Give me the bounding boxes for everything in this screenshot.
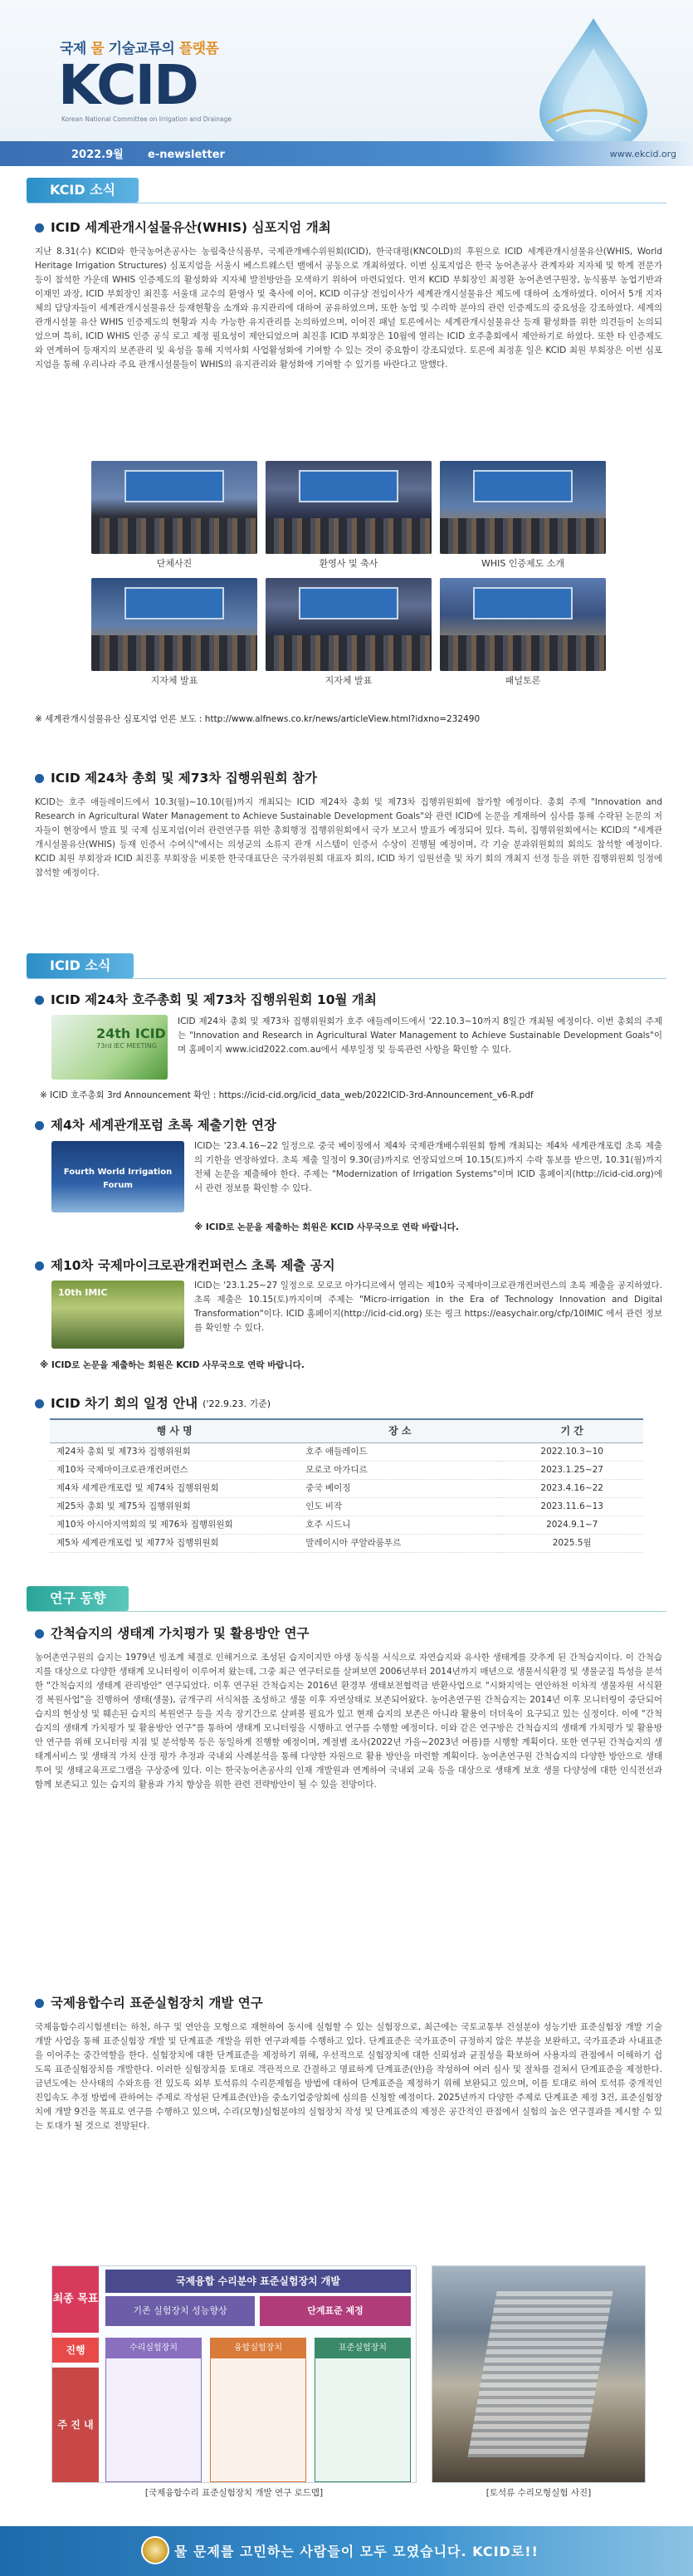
header-bar bbox=[0, 141, 693, 166]
schedule-heading bbox=[35, 1393, 662, 1421]
schedule-table bbox=[50, 1418, 643, 1553]
roadmap-column: 표준실험장치 bbox=[315, 2338, 411, 2482]
table-header-row: 행 사 명 장 소 기 간 bbox=[50, 1419, 643, 1443]
article-hydraulic-standard bbox=[35, 1993, 662, 2133]
article-wetland-ecosystem bbox=[35, 1623, 662, 1792]
table-row: 제25차 총회 및 제75차 집행위원회 인도 비작 2023.11.6~13 bbox=[50, 1498, 643, 1516]
roadmap-banner: 기존 실험장치 성능향상 bbox=[105, 2296, 255, 2326]
press-note[interactable]: ※ 세계관개시설물유산 심포지엄 언론 보도 : http://www.alfnews.co.kr/news/articleView.html?idxno=232490 bbox=[35, 714, 481, 724]
table-row: 제24차 총회 및 제73차 집행위원회 호주 애들레이드 2022.10.3~10 bbox=[50, 1443, 643, 1462]
issue-date: 2022.9월 bbox=[71, 149, 124, 161]
article-title: 국제융합수리 표준실험장치 개발 연구 bbox=[35, 1993, 662, 2014]
article-body: KCID는 호주 애들레이드에서 10.3(월)~10.10(월)까지 개최되는 ICID 제24차 총회 및 제73차 집행위원회에 참가할 예정이다. 총회 주제 "Innovation and Research in Agricultural Water Management to Achieve Sustainable Development Goals"와 관련 ICID에 논문을 게재하여 심사를 통해 수락된 논문의 저자들이 현장에서 발표 및 국제 심포지엄(이러 관련연구를 위한 총회행정 집행위원회에서 국가 보고서 발표가 예정되어 있다. 특히, 집행위원회에서는 KCID의 "세계관개시설물유산(WHIS) 등재 인증서 수여식"에서는 의성군의 소류지 관개 시스템이 인증서 수상이 진행될 예정이며, 각 기술 분과위원회의 회의도 참석할 예정이다. KCID 최원 부회장과 ICID 최진홍 부회장을 비롯한 한국대표단은 국가위원회 대표자 회의, ICID 차기 임원선출 및 차기 회의 개최지 선정 등을 위한 집행위원회 일정에 참석할 예정이다. bbox=[35, 797, 662, 879]
article-body: 국제융합수리시험센터는 하천, 하구 및 연안을 모형으로 재현하여 동시에 실험할 수 있는 실험장으로, 최근에는 국토교통부 건설분야 성능기반 표준실험장 개발 기술개발 사업을 통해 표준실험장 개발 및 단계표준 개발을 위한 연구과제를 수행하고 있다. 단계표준은 국가표준이 규정하지 않은 부분을 보완하고, 국가표준과 사내표준을 이어주는 중간역할을 한다. 실험장치에 대한 단계표준을 제정하기 위해, 우선적으로 실험장치에 대한 신뢰성과 균질성을 확보하여 사용자의 관점에서 이해하기 쉽도록 표준실험장치를 개발한다. 이러한 실험장치를 토대로 객관적으로 간결하고 명료하게 단계표준(안)을 작성하여 여러 심사 및 절차를 걸쳐서 단계표준을 제정한다. 금년도에는 산사태의 수와흐름 전 있도록 외부 토석류의 수리문제험을 방법에 대하여 단계표준을 제정하기 위해 보완되고 있으며, 이를 토대로 하여 토석류 중개적인 진입속도 추정 방법에 관하여는 주제로 작성된 단계표준(안)을 중소기업중앙회에 심의를 신청할 예정이다. 2025년까지 다양한 주제로 단계표준 제정 3건, 표준실험장치에 개발 9건을 목표로 연구를 수행하고 있으며, 수리(모형)실험분야의 실험장치 작성 및 단계표준의 제정은 공간적인 관점에서 실험의 높은 연구결과를 제시할 수 있는 토대가 될 것으로 전망된다. bbox=[35, 2022, 662, 2132]
congress-announcement-note[interactable]: ※ ICID 호주총회 3rd Announcement 확인 : https://icid-cid.org/icid_data_web/2022ICID-3rd-Announcement_v6-R.pdf bbox=[40, 1090, 534, 1100]
bullet-icon bbox=[35, 1121, 44, 1130]
kcid-emblem-icon bbox=[141, 2536, 169, 2564]
bullet-icon bbox=[35, 1629, 44, 1638]
article-australia-congress bbox=[35, 990, 662, 1017]
tagline-highlight2: 플랫폼 bbox=[178, 41, 219, 57]
article-body: 농어촌연구원의 습지는 1979년 빙조계 체결로 인해거으로 조성된 습지이지만 야생 동식물 서식으로 자연습지와 유사한 생태계를 갖추게 된 간척습지이다. 이 간척습지를 대상으로 다양한 생태계 모니터링이 이루어져 왔는데, 그중 최근 연구터로를 살펴보면 2006년부터 2014년까지 매년으로 생물서식환경 및 생물군집 특성을 분석한 "간척습지의 생태계 관리방안" 연구되었다. 이후 연구된 간척습지는 2016년 환경부 생태보전협력금 반환사업으로 "시화지역는 연안하천 이차적 생물자원 서식환경 복원사업"을 진행하여 생태(생물), 금개구리 서식처를 조성하고 생물 이후 자연상태로 보존되어왔다. 농어촌연구원 간척습지는 2014년 이후 모니터링이 중단되어 습지의 현상성 및 훼손된 습지의 복원연구 등을 지속 장기간으로 살펴볼 필요가 있고 현재 습지의 보존은 아니라 활용이 더더욱이 요구되고 있는 실정이다. 이에 "간척습지의 생태계 가치평가 및 활용방안 연구"를 통하여 생태계 모니터링을 시행하고 연구를 수행할 예정이다. 이와 같은 연구방은 간척습지의 생태계 가치평가 및 활용방안 연구를 위해 모니터링 지점 및 분석항목 등은 동일하게 진행할 예정이며, 계절별 조사(2022년 가을~2023년 여름)를 시행할 계획이다. 또한 연구된 간척습지의 생태계서비스 및 생태적 가치 산정 평가 추정과 국내외 사례분석을 통해 다양한 자원으로 활용 방안을 마련할 계획이다. 농어촌연구원 간척습지의 다양한 방안으로 생태투어 및 생태교육프로그램을 구상중에 있다. 이는 한국농어촌공사의 인재 개발원과 연계하여 국내외 교육 등을 대상으로 생태계 보호 생물 다양성에 대한 인식전선과 함께 보존되고 있는 습지의 활용과 가치 향상을 위한 관련 전략방안이 될 수 있을 전망이다. bbox=[35, 1653, 662, 1790]
table-row: 제10차 아시아지역회의 및 제76차 집행위원회 호주 시드니 2024.9.1~7 bbox=[50, 1516, 643, 1535]
photo-caption: [토석류 수리모형실험 사진] bbox=[486, 2488, 592, 2498]
bullet-icon bbox=[35, 1999, 44, 2008]
roadmap-progress-label: 진행 bbox=[52, 2338, 99, 2363]
roadmap-column: 수리실험장치 bbox=[105, 2338, 202, 2482]
website-link[interactable]: www.ekcid.org bbox=[609, 149, 676, 159]
footer bbox=[0, 2526, 693, 2576]
photo-panel: 패널토론 bbox=[440, 578, 606, 688]
water-drop-icon bbox=[531, 15, 656, 156]
header-subtitle: Korean National Committee on Irrigation and Drainage bbox=[61, 115, 232, 123]
photo-welcome: 환영사 및 축사 bbox=[266, 461, 432, 571]
photo-group: 단체사진 bbox=[91, 461, 257, 571]
article-body: ICID 제24차 총회 및 제73차 집행위원회가 호주 애들레이드에서 '22.10.3~10까지 8일간 개최될 예정이다. 이번 총회의 주제는 "Innovation and Research in Agricultural Water Management to Achieve Sustainable Development Goals"이며 홈페이지 www.icid2022.com.au에서 세부일정 및 등록관련 사항을 확인할 수 있다. bbox=[178, 1016, 662, 1055]
article-title: 제10차 국제마이크로관개컨퍼런스 초록 제출 공지 bbox=[35, 1256, 662, 1276]
roadmap-column: 융합실험장치 bbox=[210, 2338, 306, 2482]
section-tab-kcid-news: KCID 소식 bbox=[27, 178, 139, 203]
debris-flow-photo bbox=[432, 2265, 646, 2483]
photo-local-gov-2: 지자체 발표 bbox=[266, 578, 432, 688]
schedule-title: ICID 차기 회의 일정 안내 ('22.9.23. 기준) bbox=[35, 1393, 662, 1414]
forum-thumbnail: Fourth World Irrigation Forum bbox=[51, 1141, 184, 1212]
divider bbox=[27, 1611, 666, 1612]
table-row: 제5차 세계관개포럼 및 제77차 집행위원회 말레이시아 쿠알라룸푸르 2025.5월 bbox=[50, 1535, 643, 1553]
article-title: ICID 세계관개시설물유산(WHIS) 심포지엄 개최 bbox=[35, 218, 662, 238]
section-tab-research: 연구 동향 bbox=[27, 1586, 129, 1611]
bullet-icon bbox=[35, 996, 44, 1005]
table-row: 제4차 세계관개포럼 및 제74차 집행위원회 중국 베이징 2023.4.16~22 bbox=[50, 1480, 643, 1498]
bullet-icon bbox=[35, 1261, 44, 1271]
bullet-icon bbox=[35, 774, 44, 783]
table-row: 제10차 국제마이크로관개컨퍼런스 모로코 아가디르 2023.1.25~27 bbox=[50, 1462, 643, 1480]
article-title: 간척습지의 생태계 가치평가 및 활용방안 연구 bbox=[35, 1623, 662, 1644]
roadmap-figure bbox=[51, 2265, 417, 2483]
article-body: ICID는 '23.1.25~27 일정으로 모로코 아가디르에서 열리는 제10차 국제마이크로관개컨퍼런스의 초록 제출을 공지하였다. 초록 제출은 10.15(토)까지이며 주제는 "Micro-irrigation in the Era of Technology Innovation and Digital Transformation"이다. ICID 홈페이지(http://icid-cid.org) 또는 링크 https://easychair.org/cfp/10IMIC 에서 관련 정보를 확인할 수 있다. bbox=[194, 1281, 662, 1333]
article-title: 제4차 세계관개포럼 초록 제출기한 연장 bbox=[35, 1115, 662, 1136]
tagline-highlight: 물 bbox=[90, 41, 105, 57]
congress-logo-image: 24th ICID 73rd IEC MEETING bbox=[51, 1015, 168, 1080]
article-body: 지난 8.31(수) KCID와 한국농어촌공사는 농림축산식품부, 국제관개배수위원회(ICID), 한국대평(KNCOLD)의 후원으로 ICID 세계관개시설물유산(WHIS, World Heritage Irrigation Structures) 심포지엄을 서울시 베스트웨스턴 밸에서 공동으로 개최하였다. 이번 심포지엄은 한국 농어촌공사 관계자와 지자체 및 학계 전문가 등이 참석한 가운데 WHIS 인증제도의 활성화와 지자체 발전방안을 모색하기 위하여 마련되었다. 먼저 KCID 부회장인 최정환 농어촌연구원장, 농식품부 농업기반과 이재민 과장, ICID 부회장인 최진홍 서울대 교수의 환영사 및 축사에 이어, KCID 이규상 전임이사가 세계관개시설물유산 제도에 대하여 소개하였다. 이어서 5개 지자체의 담당자들이 세계관개시설물유산 등재현황을 소개와 유지관리에 대하여 공유하였으며, 또한 농업 및 수리학 분야의 관련 인증제도의 중요성을 강조하였다. 세계의 관개시설물 유산 WHIS 인증제도의 현황과 지속 가능한 유지관리를 논의하였으며, 이어진 패널 토론에서는 세계관개시설물유산 등재 활성화를 위한 의견들이 논의되었으며 특히, ICID WHIS 인증 공식 로고 제정 필요성이 제안되었으며 최진홍 ICID 부회장은 10월에 열리는 ICID 호주총회에서 제안하기로 하였다. 또한 타 인증제도와 연계하여 등재지의 보존관리 및 육성을 통해 지역사회 사업활성화에 기여할 수 있는 것이 중요함이 강조되었다. 토론에 최정훈 일은 KCID 최원 부회장은 이번 심포지엄을 통해 우리나라 주요 관개시설물들이 WHIS의 유지관리와 활성화에 기여할 수 있기를 바란다고 말했다. bbox=[35, 247, 662, 370]
photo-local-gov-1: 지자체 발표 bbox=[91, 578, 257, 688]
kcid-logo: KCID bbox=[58, 53, 198, 117]
article-icid-general-assembly bbox=[35, 768, 662, 880]
header bbox=[0, 0, 693, 166]
article-title: ICID 제24차 총회 및 제73차 집행위원회 참가 bbox=[35, 768, 662, 789]
submission-note: ※ ICID로 논문을 제출하는 회원은 KCID 사무국으로 연락 바랍니다. bbox=[194, 1222, 459, 1232]
tagline-prefix: 국제 bbox=[60, 41, 86, 57]
footer-slogan: 물 문제를 고민하는 사람들이 모두 모였습니다. KCID로!! bbox=[174, 2544, 539, 2559]
roadmap-title: 국제융합 수리분야 표준실험장치 개발 bbox=[105, 2270, 411, 2293]
roadmap-caption: [국제융합수리 표준실험장치 개발 연구 로드맵] bbox=[144, 2488, 324, 2498]
bullet-icon bbox=[35, 1399, 44, 1408]
photo-grid bbox=[91, 461, 606, 688]
imic-thumbnail: 10th IMIC bbox=[51, 1281, 184, 1349]
tagline-suffix: 기술교류의 bbox=[108, 41, 175, 57]
article-title: ICID 제24차 호주총회 및 제73차 집행위원회 10월 개최 bbox=[35, 990, 662, 1011]
article-body: ICID는 '23.4.16~22 일정으로 중국 베이징에서 제4차 국제관개배수위원회 함께 개최되는 제4차 세계관개포럼 초록 제출의 기한을 연장하였다. 초록 제출 일정이 9.30(금)까지로 연장되었으며 10.15(토)까지 수락 통보를 받으면, 10.31(월)까지 전체 논문을 제출해야 한다. 주제는 "Modernization of Irrigation Systems"이며 ICID 홈페이지(http://icid-cid.org)에서 관련 정보를 확인할 수 있다. bbox=[194, 1141, 662, 1193]
newsletter-label: e-newsletter bbox=[148, 149, 225, 161]
submission-note: ※ ICID로 논문을 제출하는 회원은 KCID 사무국으로 연락 바랍니다. bbox=[40, 1360, 305, 1370]
roadmap-banner: 단계표준 제정 bbox=[260, 2296, 411, 2326]
photo-whis: WHIS 인증제도 소개 bbox=[440, 461, 606, 571]
roadmap-goal-label: 최종 목표 bbox=[52, 2266, 99, 2333]
section-tab-icid-news: ICID 소식 bbox=[27, 953, 134, 978]
divider bbox=[27, 978, 666, 979]
roadmap-main-label: 주 진 내 bbox=[52, 2368, 99, 2482]
bullet-icon bbox=[35, 223, 44, 233]
article-whis-symposium bbox=[35, 218, 662, 372]
